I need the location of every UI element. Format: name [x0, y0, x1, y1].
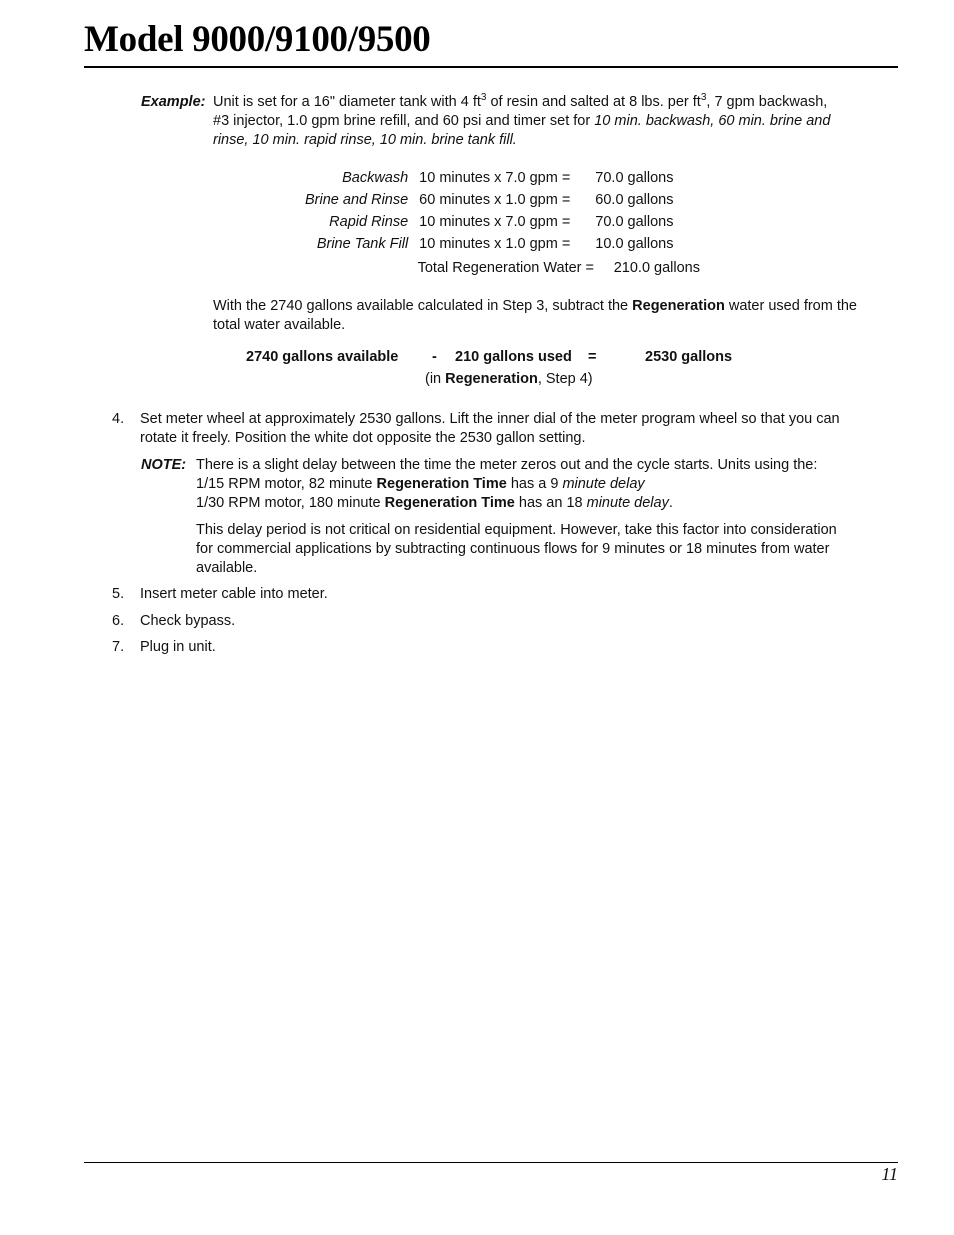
step-7-number: 7.: [112, 639, 125, 655]
regeneration-step-calc: 10 minutes x 7.0 gpm =: [419, 170, 571, 186]
step-4-number: 4.: [112, 411, 125, 427]
note-line2-bold: Regeneration Time: [376, 476, 507, 492]
example-line1-a: Unit is set for a 16" diameter tank with 4 ft: [213, 94, 481, 110]
available-line2: total water available.: [213, 317, 346, 333]
header-rule: [84, 66, 898, 68]
step-6-text: Check bypass.: [140, 613, 236, 629]
step-4-line2: rotate it freely. Position the white dot opposite the 2530 gallon setting.: [140, 430, 586, 446]
equation-note: [425, 370, 593, 389]
note-line1: There is a slight delay between the time the meter zeros out and the cycle starts. Units using the:: [196, 457, 818, 473]
note-line2-b: has a 9: [506, 476, 563, 492]
example-line2: #3 injector, 1.0 gpm brine refill, and 60 psi and timer set for: [213, 113, 595, 129]
available-text-a: With the 2740 gallons available calculated in Step 3, subtract the: [213, 298, 633, 314]
equation-note-a: (in: [425, 371, 446, 387]
regeneration-step-calc: 10 minutes x 1.0 gpm =: [419, 236, 571, 252]
regeneration-step-result: 10.0 gallons: [595, 236, 674, 252]
total-regeneration-value: 210.0 gallons: [613, 260, 700, 276]
note-text: [196, 456, 896, 513]
step-5-text: Insert meter cable into meter.: [140, 586, 328, 602]
footer-rule: [84, 1162, 898, 1163]
example-line2-italic: 10 min. backwash, 60 min. brine and: [594, 113, 831, 129]
note-label: NOTE:: [141, 457, 187, 473]
step-4-line1: Set meter wheel at approximately 2530 gallons. Lift the inner dial of the meter program wheel so that you can: [140, 411, 840, 427]
note-para2-line3: available.: [196, 560, 258, 576]
regeneration-step-result: 70.0 gallons: [595, 170, 674, 186]
note-line2-a: 1/15 RPM motor, 82 minute: [196, 476, 377, 492]
regeneration-row: [300, 211, 679, 233]
equation-used: 210 gallons used: [455, 349, 572, 365]
page-title: Model 9000/9100/9500: [84, 19, 431, 60]
regeneration-step-name: Rapid Rinse: [329, 214, 409, 230]
regeneration-table: [300, 167, 679, 255]
equation-note-bold: Regeneration: [445, 371, 538, 387]
note-line3-b: has an 18: [514, 495, 587, 511]
note-line3-a: 1/30 RPM motor, 180 minute: [196, 495, 385, 511]
equation-note-b: , Step 4): [537, 371, 593, 387]
regeneration-step-calc: 60 minutes x 1.0 gpm =: [419, 192, 571, 208]
note-line3-c: .: [668, 495, 673, 511]
note-para2-line2: for commercial applications by subtracting continuous flows for 9 minutes or 18 minutes from water: [196, 541, 830, 557]
step-5-number: 5.: [112, 586, 125, 602]
available-water-text: [213, 297, 903, 335]
equation-equals: =: [588, 349, 597, 365]
regeneration-step-name: Backwash: [342, 170, 409, 186]
regeneration-row: [300, 233, 679, 255]
equation-result: 2530 gallons: [645, 349, 733, 365]
page-number: 11: [881, 1164, 898, 1184]
regeneration-step-result: 60.0 gallons: [595, 192, 674, 208]
note-line3-bold: Regeneration Time: [384, 495, 515, 511]
regeneration-step-result: 70.0 gallons: [595, 214, 674, 230]
example-sup2: 3: [700, 92, 707, 104]
available-bold: Regeneration: [632, 298, 725, 314]
equation-minus: -: [432, 349, 437, 365]
note-line3-italic: minute delay: [586, 495, 669, 511]
step-7-text: Plug in unit.: [140, 639, 216, 655]
available-text-b: water used from the: [724, 298, 857, 314]
step-4-text: [140, 410, 900, 448]
equation-available: 2740 gallons available: [246, 349, 399, 365]
example-sup1: 3: [480, 92, 487, 104]
example-label: Example:: [141, 94, 206, 110]
regeneration-step-name: Brine Tank Fill: [316, 236, 409, 252]
note-line2-italic: minute delay: [562, 476, 645, 492]
example-text: [213, 93, 898, 150]
regeneration-step-name: Brine and Rinse: [305, 192, 409, 208]
example-line1-c: , 7 gpm backwash,: [706, 94, 828, 110]
total-regeneration-label: Total Regeneration Water =: [417, 260, 594, 276]
note-para2-line1: This delay period is not critical on residential equipment. However, take this factor into consideration: [196, 522, 837, 538]
step-6-number: 6.: [112, 613, 125, 629]
example-line3-italic: rinse, 10 min. rapid rinse, 10 min. brine tank fill.: [213, 132, 517, 148]
regeneration-row: [300, 167, 679, 189]
regeneration-row: [300, 189, 679, 211]
note-paragraph-2: [196, 521, 896, 578]
example-line1-b: of resin and salted at 8 lbs. per ft: [486, 94, 701, 110]
regeneration-step-calc: 10 minutes x 7.0 gpm =: [419, 214, 571, 230]
